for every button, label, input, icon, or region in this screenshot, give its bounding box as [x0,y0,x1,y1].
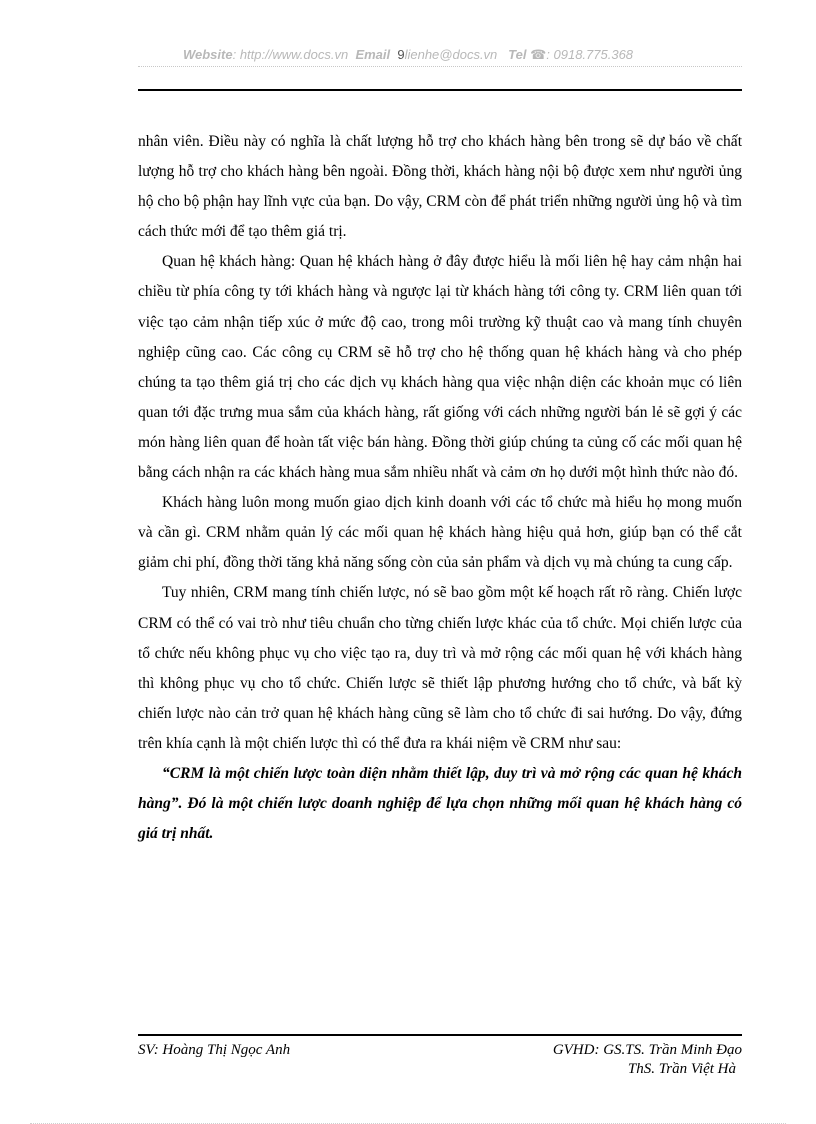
advisor-name: GVHD: GS.TS. Trần Minh Đạo [552,1042,742,1058]
paragraph: Tuy nhiên, CRM mang tính chiến lược, nó sẽ bao gồm một kế hoạch rất rõ ràng. Chiến lược CRM có thể có vai trò như tiêu chuẩn cho từng chiến lược khác của tổ chức. Mọi chiến lược của tổ chức nếu không phục vụ cho việc tạo ra, duy trì và mở rộng các mối quan hệ với khách hàng thì không phục vụ cho tổ chức. Chiến lược sẽ thiết lập phương hướng cho tổ chức, và bất kỳ chiến lược nào cản trở quan hệ khách hàng cũng sẽ làm cho tổ chức đi sai hướng. Do vậy, đứng trên khía cạnh là một chiến lược thì có thể đưa ra khái niệm về CRM như sau: [138,584,742,752]
paragraph: Quan hệ khách hàng: Quan hệ khách hàng ở đây được hiểu là mối liên hệ hay cảm nhận hai chiều từ phía công ty tới khách hàng và ngược lại từ khách hàng tới công ty. CRM liên quan tới việc tạo cảm nhận tiếp xúc ở mức độ cao, trong môi trường kỹ thuật cao và mang tính chuyên nghiệp cũng cao. Các công cụ CRM sẽ hỗ trợ cho hệ thống quan hệ khách hàng và cho phép chúng ta tạo thêm giá trị cho các dịch vụ khách hàng qua việc nhận diện các khoản mục có liên quan tới đặc trưng mua sắm của khách hàng, rất giống với cách những người bán lẻ sẽ gợi ý các món hàng liên quan để hoàn tất việc bán hàng. Đồng thời giúp chúng ta củng cố các mối quan hệ bằng cách nhận ra các khách hàng mua sắm nhiều nhất và cảm ơn họ dưới một hình thức nào đó. [138,253,742,482]
website-url[interactable]: http://www.docs.vn [239,47,349,62]
crm-definition-quote: “CRM là một chiến lược toàn diện nhằm thiết lập, duy trì và mở rộng các quan hệ khách hàng”. Đó là một chiến lược doanh nghiệp để lựa chọn những mối quan hệ khách hàng có giá trị nhất. [138,764,742,843]
website-label: Website [182,47,233,62]
advisor-name-2: ThS. Trần Việt Hà [627,1061,736,1077]
footer-rule [138,1034,742,1036]
header-watermark [0,47,816,63]
tel-label: Tel [508,47,527,62]
phone-icon: ☎ [530,47,547,62]
website-separator: : [232,47,240,62]
advisor-block [553,1041,742,1079]
paragraph: Khách hàng luôn mong muốn giao dịch kinh doanh với các tổ chức mà hiểu họ mong muốn và cần gì. CRM nhằm quản lý các mối quan hệ khách hàng hiệu quả hơn, giúp bạn có thể cắt giảm chi phí, đồng thời tăng khả năng sống còn của sản phẩm và dịch vụ mà chúng ta cung cấp. [138,494,742,572]
email-label: Email [355,47,391,62]
email-glyph: 9 [397,47,405,62]
email-value[interactable]: lienhe@docs.vn [404,47,498,62]
header-rule [138,89,742,91]
student-name: SV: Hoàng Thị Ngọc Anh [138,1042,291,1058]
paragraph: nhân viên. Điều này có nghĩa là chất lượng hỗ trợ cho khách hàng bên trong sẽ dự báo về chất lượng hỗ trợ cho khách hàng bên ngoài. Đồng thời, khách hàng nội bộ được xem như người ủng hộ cho bộ phận hay lĩnh vực của bạn. Do vậy, CRM còn để phát triển những người ủng hộ và tìm cách thức mới để tạo thêm giá trị. [138,133,742,241]
watermark-divider [138,66,742,67]
tel-value: : 0918.775.368 [546,47,634,62]
document-body [138,127,742,849]
